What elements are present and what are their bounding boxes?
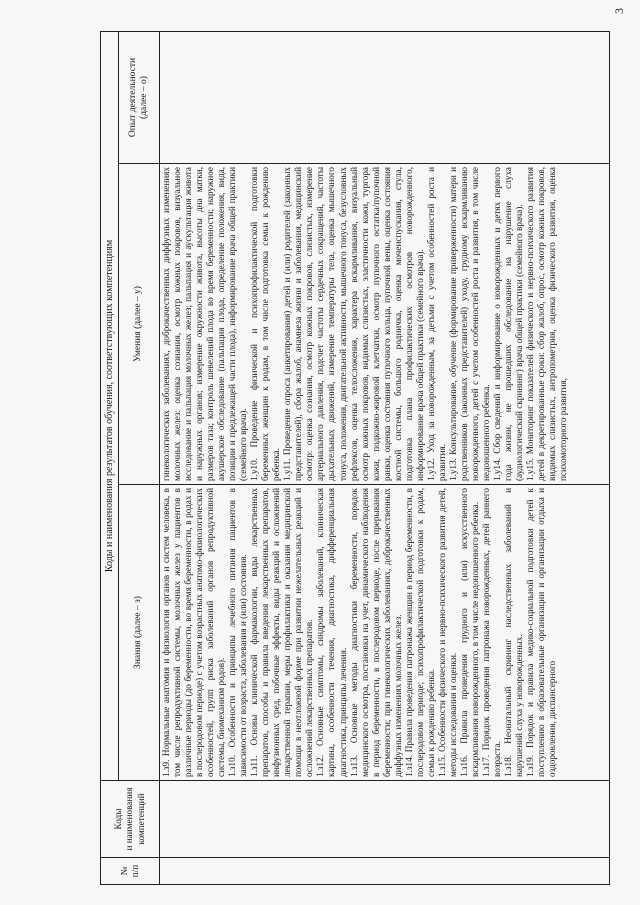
header-codes: Коды и наименования компетенций bbox=[101, 781, 160, 858]
header-results-group: Коды и наименования результатов обучения, соответствующих компетенциям bbox=[101, 32, 119, 781]
knowledge-item: 1.з13. Основные методы диагностики беременности, порядок медицинского осмотра, постановки на учет, динамического наблюдения в период беременности, в послеродовом периоде, после прерывания беременности; при гинекологических заболеваниях, доброкачественных диффузных изменениях молочных желез. bbox=[348, 488, 403, 777]
page-number: 3 bbox=[612, 8, 626, 14]
knowledge-item: 1.з9. Нормальные анатомия и физиология органов и систем человека, в том числе репродуктивной системы, молочных желез у пациентов в различные периоды (до беременности, во время беременности, в родах и в послеродовом периоде) с учетом возрастных анатомо-физиологических особенностей, групп риска заболеваний органов репродуктивной системы, биомеханизм родов). bbox=[161, 488, 227, 777]
skill-item: 1.у12. Уход за новорожденным, за детьми с учетом особенностей роста и развития. bbox=[425, 167, 447, 481]
header-experience: Опыт деятельности (далее – о) bbox=[119, 32, 160, 164]
skill-item: 1.у13. Консультирование, обучение (формирование приверженности) матери и родственников (законных представителей) уходу, грудному вскармливанию новорожденного, детей с учетом особенностей роста и развития, в том числе недоношенного ребенка. bbox=[447, 167, 491, 481]
cell-num bbox=[160, 858, 610, 885]
header-num: № п/п bbox=[101, 858, 160, 885]
header-skills: Умения (далее – у) bbox=[119, 164, 160, 485]
skill-item: 1.у10. Проведение физической и психопрофилактической подготовки беременных женщин к родам, в том числе подготовка семьи к рождению ребенка. bbox=[249, 167, 282, 481]
skill-item: гинекологических заболеваниях, доброкачественных диффузных изменениях молочных желез: оценка сознания, осмотр кожных покровов, визуальное исследование и пальпация молочных желез; пальпация и аускультация живота и наружных органов; измерение окружности живота, высоты дна матки, размеров таза; контроль шевелений плода во время беременности; наружное акушерское обследование (пальпация плода, определение положения, вида, позиции и предлежащей части плода), информирование врача общей практики (семейного врача). bbox=[161, 167, 249, 481]
knowledge-item: 1.з18. Неонатальный скрининг наследственных заболеваний и нарушений слуха у новорожденных. bbox=[502, 488, 524, 777]
knowledge-item: 1.з19. Порядок и правила медико-социальной подготовки детей к поступлению в образовательные организации и организации отдыха и оздоровления, диспансерного bbox=[525, 488, 558, 777]
knowledge-item: 1.з17. Порядок проведения патронажа новорожденных, детей раннего возраста. bbox=[480, 488, 502, 777]
table-row bbox=[160, 32, 610, 885]
skill-item: 1.у14. Сбор сведений и информирование о новорожденных и детях первого года жизни, не прошедших обследование на нарушение слуха (аудиологический скрининг) врача общей практики (семейного врача). bbox=[491, 167, 524, 481]
knowledge-item: 1.з12. Основные симптомы, синдромы заболеваний, клиническая картина, особенности течения, диагностика, дифференциальная диагностика, принципы лечения. bbox=[315, 488, 348, 777]
cell-knowledge bbox=[160, 485, 610, 781]
knowledge-item: 1.з16. Правила проведения грудного и (или) искусственного вскармливания новорожденного, в том числе недоношенного ребенка. bbox=[458, 488, 480, 777]
skill-item: 1.у11. Проведение опроса (анкетирования) детей и (или) родителей (законных представителей), сбора жалоб, анамнеза жизни и заболевания, медицинский осмотр: оценка сознания, осмотр кожных покровов, слизистых, измерение артериального давления, подсчет частоты сердечных сокращений, частоты дыхательных движений, измерение температуры тела, оценка мышечного тонуса, положения, двигательной активности, мышечного тонуса, безусловных рефлексов, оценка телосложения, характера вскармливания, визуальный осмотр кожных покровов, видимых слизистых, эластичности кожи, тургора кожи, подкожно-жировой клетчатки, осмотр пупочного остатка/пупочной ранки, оценка состояния пупочного кольца, пупочной вены, оценка состояния костной системы, большого родничка, оценка мочеиспускания, стула, подготовка плана профилактических осмотров новорожденного, информирование врача общей практики (семейного врача). bbox=[282, 167, 425, 481]
knowledge-item: 1.з10. Особенности и принципы лечебного питания пациентов в зависимости от возраста, заболевания и (или) состояния. bbox=[227, 488, 249, 777]
competencies-table bbox=[100, 31, 610, 885]
knowledge-item: 1.з11. Основы клинической фармакологии, виды лекарственных препаратов, способы и правила введения лекарственных препаратов, инфузионных сред, побочные эффекты, виды реакций и осложнений лекарственной терапии, меры профилактики и оказания медицинской помощи в неотложной форме при развитии нежелательных реакций и осложнений лекарственных препаратов. bbox=[249, 488, 315, 777]
knowledge-item: 1.з14. Правила проведения патронажа женщин в период беременности, в послеродовом периоде; психопрофилактической подготовки к родам, семьи к рождению ребенка. bbox=[403, 488, 436, 777]
skill-item: 1.у15. Мониторинг показателей физического и нервно-психического развития детей в декретированные сроки: сбор жалоб, опрос, осмотр кожных покровов, видимых слизистых, антропометрия, оценка физического развития, оценка психомоторного развития, bbox=[525, 167, 569, 481]
cell-skills bbox=[160, 164, 610, 485]
cell-codes bbox=[160, 781, 610, 858]
knowledge-item: 1.з15. Особенности физического и нервно-психического развития детей, методы исследования и оценки. bbox=[436, 488, 458, 777]
header-knowledge: Знания (далее – з) bbox=[119, 485, 160, 781]
rotated-table-wrapper bbox=[100, 32, 610, 885]
cell-experience bbox=[160, 32, 610, 164]
